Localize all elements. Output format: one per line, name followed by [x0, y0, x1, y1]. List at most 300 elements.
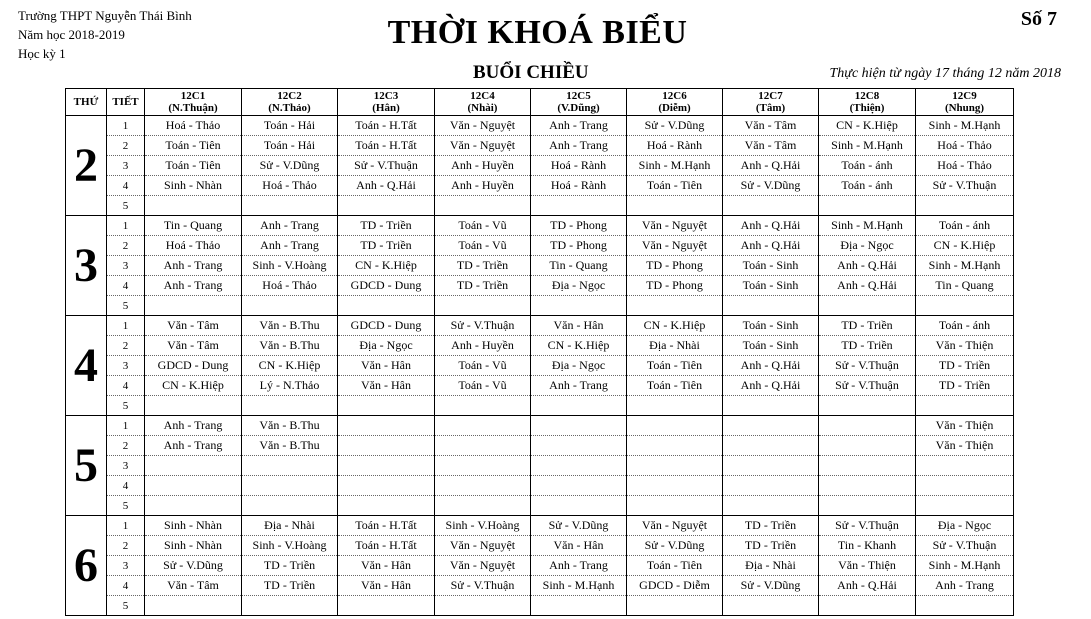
lesson-cell: Sử - V.Thuận [338, 156, 435, 176]
table-row [66, 256, 1014, 276]
lesson-cell: Sinh - M.Hạnh [916, 116, 1014, 136]
class-teacher: (Nhài) [467, 102, 498, 114]
class-code: 12C9 [952, 90, 977, 102]
period-cell: 2 [107, 336, 145, 356]
lesson-cell [435, 436, 531, 456]
lesson-cell: TD - Phong [627, 276, 723, 296]
period-cell: 2 [107, 436, 145, 456]
column-class [916, 89, 1014, 116]
lesson-cell [627, 496, 723, 516]
lesson-cell: Toán - ánh [819, 176, 916, 196]
lesson-cell: Anh - Trang [531, 556, 627, 576]
lesson-cell [723, 596, 819, 616]
lesson-cell [819, 436, 916, 456]
effective-date: Thực hiện từ ngày 17 tháng 12 năm 2018 [829, 66, 1061, 81]
lesson-cell: Sử - V.Thuận [435, 316, 531, 336]
lesson-cell: Địa - Ngọc [338, 336, 435, 356]
table-row [66, 276, 1014, 296]
lesson-cell [531, 496, 627, 516]
lesson-cell: Anh - Trang [242, 236, 338, 256]
lesson-cell: GDCD - Dung [338, 276, 435, 296]
lesson-cell [627, 416, 723, 436]
lesson-cell [531, 296, 627, 316]
lesson-cell: Địa - Ngọc [531, 356, 627, 376]
lesson-cell: TD - Phong [531, 236, 627, 256]
lesson-cell [916, 196, 1014, 216]
lesson-cell [723, 396, 819, 416]
lesson-cell: Tin - Quang [145, 216, 242, 236]
lesson-cell: GDCD - Diễm [627, 576, 723, 596]
period-cell: 4 [107, 476, 145, 496]
lesson-cell [338, 436, 435, 456]
lesson-cell: Toán - Vũ [435, 216, 531, 236]
lesson-cell: Toán - Vũ [435, 376, 531, 396]
period-cell: 3 [107, 156, 145, 176]
lesson-cell: Toán - Tiên [627, 176, 723, 196]
table-row [66, 576, 1014, 596]
lesson-cell: Toán - ánh [819, 156, 916, 176]
lesson-cell [145, 296, 242, 316]
column-class [145, 89, 242, 116]
lesson-cell: TD - Triền [242, 556, 338, 576]
class-teacher: (Diễm) [658, 102, 691, 114]
lesson-cell: Anh - Huyền [435, 336, 531, 356]
period-cell: 5 [107, 296, 145, 316]
lesson-cell [435, 196, 531, 216]
lesson-cell [145, 596, 242, 616]
lesson-cell: Văn - Thiện [916, 416, 1014, 436]
lesson-cell [819, 476, 916, 496]
column-class [242, 89, 338, 116]
lesson-cell [723, 436, 819, 456]
table-row [66, 336, 1014, 356]
lesson-cell: Anh - Q.Hải [723, 376, 819, 396]
class-teacher: (Thiện) [849, 102, 885, 114]
lesson-cell [627, 596, 723, 616]
lesson-cell: Văn - Hân [338, 356, 435, 376]
lesson-cell [145, 396, 242, 416]
class-code: 12C1 [180, 90, 206, 102]
lesson-cell [242, 596, 338, 616]
table-row [66, 456, 1014, 476]
lesson-cell [916, 296, 1014, 316]
school-year: Năm học 2018-2019 [18, 27, 125, 42]
class-teacher: (Hân) [372, 102, 400, 114]
lesson-cell: TD - Triền [916, 376, 1014, 396]
period-cell: 4 [107, 176, 145, 196]
lesson-cell: Anh - Q.Hải [723, 236, 819, 256]
table-row [66, 176, 1014, 196]
lesson-cell: Hoá - Thảo [242, 276, 338, 296]
lesson-cell: Toán - Sinh [723, 336, 819, 356]
lesson-cell: TD - Triền [242, 576, 338, 596]
lesson-cell [338, 476, 435, 496]
lesson-cell: Anh - Q.Hải [723, 156, 819, 176]
lesson-cell: Địa - Nhài [242, 516, 338, 536]
session-label: BUỔI CHIỀU [473, 62, 589, 83]
column-class [435, 89, 531, 116]
lesson-cell: Toán - H.Tất [338, 116, 435, 136]
lesson-cell [723, 416, 819, 436]
lesson-cell: Toán - Tiên [627, 556, 723, 576]
class-teacher: (N.Thảo) [268, 102, 311, 114]
lesson-cell: Hoá - Rành [531, 156, 627, 176]
table-row [66, 376, 1014, 396]
period-cell: 4 [107, 376, 145, 396]
lesson-cell [916, 456, 1014, 476]
lesson-cell [819, 196, 916, 216]
lesson-cell: Anh - Trang [916, 576, 1014, 596]
lesson-cell: Văn - Tâm [723, 116, 819, 136]
period-cell: 1 [107, 316, 145, 336]
class-code: 12C4 [470, 90, 495, 102]
lesson-cell: Anh - Q.Hải [819, 256, 916, 276]
period-cell: 4 [107, 276, 145, 296]
lesson-cell: Toán - Sinh [723, 276, 819, 296]
lesson-cell: Anh - Q.Hải [819, 576, 916, 596]
lesson-cell: Sử - V.Dũng [242, 156, 338, 176]
lesson-cell: CN - K.Hiệp [916, 236, 1014, 256]
table-row [66, 136, 1014, 156]
period-cell: 2 [107, 236, 145, 256]
lesson-cell: Sinh - M.Hạnh [916, 256, 1014, 276]
lesson-cell: Toán - Tiên [627, 356, 723, 376]
lesson-cell: TD - Phong [531, 216, 627, 236]
table-row [66, 356, 1014, 376]
lesson-cell: Văn - Tâm [723, 136, 819, 156]
lesson-cell: Anh - Trang [242, 216, 338, 236]
lesson-cell: Lý - N.Thảo [242, 376, 338, 396]
lesson-cell [723, 456, 819, 476]
lesson-cell [531, 596, 627, 616]
lesson-cell: Anh - Q.Hải [338, 176, 435, 196]
lesson-cell [242, 196, 338, 216]
lesson-cell [531, 196, 627, 216]
lesson-cell [435, 596, 531, 616]
lesson-cell: Toán - Vũ [435, 356, 531, 376]
lesson-cell: Sinh - M.Hạnh [627, 156, 723, 176]
lesson-cell: Toán - H.Tất [338, 536, 435, 556]
lesson-cell: Sử - V.Dũng [145, 556, 242, 576]
lesson-cell: Sử - V.Dũng [627, 116, 723, 136]
lesson-cell: TD - Triền [723, 516, 819, 536]
lesson-cell [435, 456, 531, 476]
header-row [66, 89, 1014, 116]
class-code: 12C3 [373, 90, 399, 102]
lesson-cell: TD - Triền [819, 316, 916, 336]
lesson-cell: TD - Triền [916, 356, 1014, 376]
page-title: THỜI KHOÁ BIỂU [387, 14, 688, 51]
lesson-cell: Toán - H.Tất [338, 516, 435, 536]
period-cell: 4 [107, 576, 145, 596]
lesson-cell: Sinh - Nhàn [145, 176, 242, 196]
lesson-cell: Tin - Quang [916, 276, 1014, 296]
lesson-cell: Sinh - Nhàn [145, 516, 242, 536]
lesson-cell [819, 596, 916, 616]
table-row [66, 496, 1014, 516]
lesson-cell [338, 496, 435, 516]
lesson-cell: Toán - H.Tất [338, 136, 435, 156]
lesson-cell [435, 496, 531, 516]
day-cell: 3 [66, 216, 107, 316]
lesson-cell [723, 296, 819, 316]
lesson-cell [338, 396, 435, 416]
lesson-cell [916, 476, 1014, 496]
lesson-cell [145, 196, 242, 216]
lesson-cell [819, 456, 916, 476]
lesson-cell: Địa - Ngọc [531, 276, 627, 296]
period-cell: 5 [107, 196, 145, 216]
lesson-cell: Văn - B.Thu [242, 416, 338, 436]
lesson-cell: Văn - Thiện [916, 336, 1014, 356]
lesson-cell: Sinh - Nhàn [145, 536, 242, 556]
lesson-cell: TD - Triền [338, 236, 435, 256]
table-row [66, 316, 1014, 336]
lesson-cell [242, 456, 338, 476]
lesson-cell [723, 476, 819, 496]
lesson-cell [338, 196, 435, 216]
lesson-cell: Sử - V.Dũng [723, 576, 819, 596]
table-row [66, 516, 1014, 536]
lesson-cell: Sinh - M.Hạnh [531, 576, 627, 596]
lesson-cell [819, 296, 916, 316]
class-code: 12C7 [758, 90, 783, 102]
lesson-cell: Văn - B.Thu [242, 436, 338, 456]
lesson-cell: Văn - Thiện [916, 436, 1014, 456]
lesson-cell [723, 196, 819, 216]
column-tiet: TIẾT [107, 89, 145, 116]
lesson-cell: Anh - Trang [145, 436, 242, 456]
lesson-cell [435, 476, 531, 496]
lesson-cell [531, 416, 627, 436]
timetable [65, 88, 1014, 616]
table-row [66, 536, 1014, 556]
lesson-cell: Văn - Nguyệt [627, 236, 723, 256]
lesson-cell: Anh - Trang [531, 116, 627, 136]
lesson-cell: Toán - Tiên [627, 376, 723, 396]
lesson-cell: Toán - Tiên [145, 156, 242, 176]
lesson-cell: Văn - Nguyệt [435, 136, 531, 156]
lesson-cell: Văn - Hân [338, 556, 435, 576]
period-cell: 3 [107, 456, 145, 476]
lesson-cell: TD - Triền [435, 276, 531, 296]
lesson-cell [627, 296, 723, 316]
lesson-cell [819, 496, 916, 516]
lesson-cell: CN - K.Hiệp [145, 376, 242, 396]
table-row [66, 476, 1014, 496]
lesson-cell: Sử - V.Thuận [819, 516, 916, 536]
lesson-cell: Sử - V.Thuận [916, 176, 1014, 196]
table-row [66, 216, 1014, 236]
table-row [66, 416, 1014, 436]
class-teacher: (V.Dũng) [557, 102, 600, 114]
lesson-cell [627, 196, 723, 216]
table-row [66, 296, 1014, 316]
lesson-cell: Toán - Sinh [723, 316, 819, 336]
lesson-cell: Văn - B.Thu [242, 316, 338, 336]
day-cell: 5 [66, 416, 107, 516]
period-cell: 5 [107, 496, 145, 516]
lesson-cell [435, 396, 531, 416]
lesson-cell [338, 456, 435, 476]
lesson-cell: Anh - Huyền [435, 156, 531, 176]
lesson-cell [531, 436, 627, 456]
lesson-cell: Tin - Khanh [819, 536, 916, 556]
lesson-cell: Sử - V.Thuận [916, 536, 1014, 556]
column-class [338, 89, 435, 116]
lesson-cell: Sinh - V.Hoàng [242, 536, 338, 556]
lesson-cell: Sử - V.Dũng [627, 536, 723, 556]
lesson-cell [338, 296, 435, 316]
document-number: Số 7 [1020, 8, 1057, 30]
table-row [66, 436, 1014, 456]
period-cell: 1 [107, 216, 145, 236]
period-cell: 3 [107, 356, 145, 376]
lesson-cell [819, 416, 916, 436]
lesson-cell: Toán - ánh [916, 216, 1014, 236]
lesson-cell: Sinh - M.Hạnh [916, 556, 1014, 576]
table-row [66, 396, 1014, 416]
lesson-cell: Anh - Trang [531, 376, 627, 396]
lesson-cell [916, 396, 1014, 416]
lesson-cell: Sinh - V.Hoàng [435, 516, 531, 536]
lesson-cell: CN - K.Hiệp [627, 316, 723, 336]
lesson-cell: Sử - V.Thuận [819, 356, 916, 376]
period-cell: 5 [107, 596, 145, 616]
lesson-cell: TD - Triền [435, 256, 531, 276]
lesson-cell: Văn - Hân [531, 536, 627, 556]
table-row [66, 196, 1014, 216]
lesson-cell: TD - Phong [627, 256, 723, 276]
lesson-cell: Văn - Nguyệt [435, 556, 531, 576]
lesson-cell: Văn - Thiện [819, 556, 916, 576]
lesson-cell [145, 456, 242, 476]
lesson-cell: Anh - Trang [145, 416, 242, 436]
column-class [723, 89, 819, 116]
period-cell: 3 [107, 256, 145, 276]
period-cell: 1 [107, 416, 145, 436]
lesson-cell [723, 496, 819, 516]
lesson-cell [627, 396, 723, 416]
column-thu: THỨ [66, 89, 107, 116]
lesson-cell: Địa - Ngọc [819, 236, 916, 256]
lesson-cell: Sử - V.Dũng [723, 176, 819, 196]
lesson-cell [627, 476, 723, 496]
lesson-cell: Sinh - M.Hạnh [819, 136, 916, 156]
lesson-cell: GDCD - Dung [145, 356, 242, 376]
lesson-cell [435, 416, 531, 436]
lesson-cell [145, 496, 242, 516]
class-code: 12C5 [566, 90, 591, 102]
lesson-cell: Toán - Sinh [723, 256, 819, 276]
lesson-cell: Tin - Quang [531, 256, 627, 276]
lesson-cell: Anh - Q.Hải [819, 276, 916, 296]
column-class [627, 89, 723, 116]
lesson-cell: Hoá - Thảo [145, 116, 242, 136]
lesson-cell: Sinh - M.Hạnh [819, 216, 916, 236]
lesson-cell: Văn - Tâm [145, 316, 242, 336]
lesson-cell [916, 596, 1014, 616]
lesson-cell: Văn - Nguyệt [435, 536, 531, 556]
lesson-cell: CN - K.Hiệp [819, 116, 916, 136]
lesson-cell: TD - Triền [819, 336, 916, 356]
lesson-cell: Văn - Nguyệt [627, 216, 723, 236]
lesson-cell: Sử - V.Dũng [531, 516, 627, 536]
lesson-cell: TD - Triền [723, 536, 819, 556]
lesson-cell: GDCD - Dung [338, 316, 435, 336]
lesson-cell: Toán - Tiên [145, 136, 242, 156]
lesson-cell: Sinh - V.Hoàng [242, 256, 338, 276]
lesson-cell: Hoá - Thảo [242, 176, 338, 196]
lesson-cell: Văn - Nguyệt [627, 516, 723, 536]
lesson-cell: Địa - Nhài [627, 336, 723, 356]
lesson-cell: Anh - Trang [145, 276, 242, 296]
lesson-cell [435, 296, 531, 316]
lesson-cell: Anh - Q.Hải [723, 356, 819, 376]
lesson-cell [242, 396, 338, 416]
lesson-cell: Sử - V.Thuận [819, 376, 916, 396]
lesson-cell [145, 476, 242, 496]
lesson-cell: Hoá - Rành [531, 176, 627, 196]
table-row [66, 556, 1014, 576]
table-row [66, 596, 1014, 616]
column-class [531, 89, 627, 116]
class-code: 12C2 [277, 90, 302, 102]
school-name: Trường THPT Nguyễn Thái Bình [18, 8, 192, 23]
lesson-cell [338, 596, 435, 616]
lesson-cell: Văn - Tâm [145, 336, 242, 356]
lesson-cell [242, 496, 338, 516]
lesson-cell [627, 436, 723, 456]
lesson-cell: Văn - B.Thu [242, 336, 338, 356]
lesson-cell [242, 296, 338, 316]
lesson-cell: Địa - Ngọc [916, 516, 1014, 536]
lesson-cell: Toán - Hải [242, 136, 338, 156]
lesson-cell: Văn - Nguyệt [435, 116, 531, 136]
class-teacher: (Tâm) [755, 102, 786, 114]
timetable-body [66, 116, 1014, 616]
lesson-cell: Hoá - Thảo [916, 156, 1014, 176]
lesson-cell [242, 476, 338, 496]
lesson-cell: Hoá - Rành [627, 136, 723, 156]
lesson-cell [819, 396, 916, 416]
lesson-cell: Toán - Hải [242, 116, 338, 136]
period-cell: 2 [107, 536, 145, 556]
lesson-cell: Anh - Trang [145, 256, 242, 276]
period-cell: 3 [107, 556, 145, 576]
period-cell: 5 [107, 396, 145, 416]
day-cell: 4 [66, 316, 107, 416]
lesson-cell: Hoá - Thảo [916, 136, 1014, 156]
lesson-cell: Sử - V.Thuận [435, 576, 531, 596]
class-code: 12C8 [854, 90, 880, 102]
lesson-cell [627, 456, 723, 476]
lesson-cell: Văn - Hân [531, 316, 627, 336]
lesson-cell [531, 456, 627, 476]
period-cell: 1 [107, 116, 145, 136]
class-code: 12C6 [662, 90, 687, 102]
column-class [819, 89, 916, 116]
lesson-cell [916, 496, 1014, 516]
lesson-cell: Anh - Huyền [435, 176, 531, 196]
lesson-cell: CN - K.Hiệp [531, 336, 627, 356]
lesson-cell [338, 416, 435, 436]
lesson-cell: CN - K.Hiệp [338, 256, 435, 276]
lesson-cell: Anh - Trang [531, 136, 627, 156]
lesson-cell: Văn - Tâm [145, 576, 242, 596]
lesson-cell: Toán - Vũ [435, 236, 531, 256]
lesson-cell [531, 396, 627, 416]
